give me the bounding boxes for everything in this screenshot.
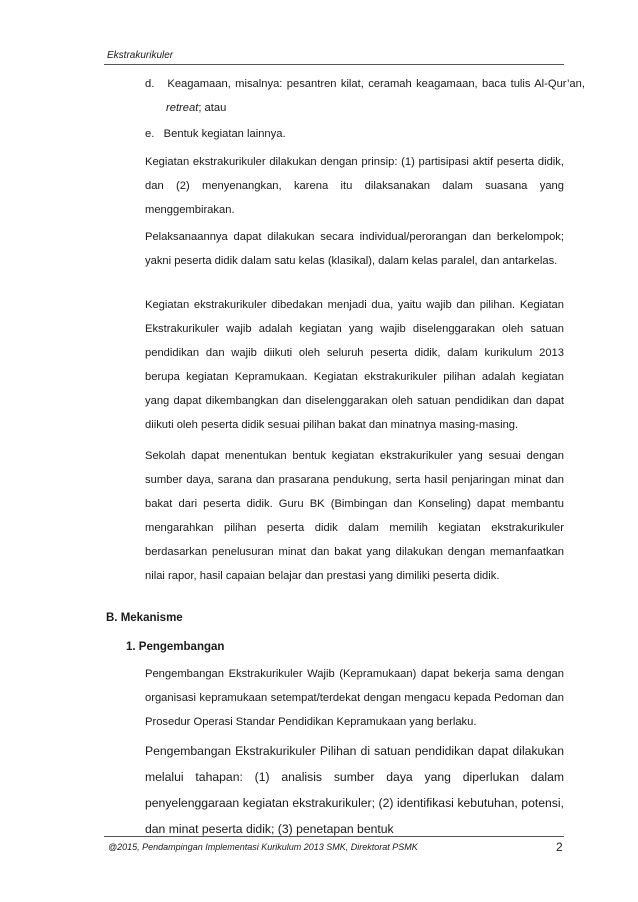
paragraph-dev-pilihan: Pengembangan Ekstrakurikuler Pilihan di satuan pendidikan dapat dilakukan melalui tahapan: (1) analisis sumber daya yang diperlukan dalam penyelenggaraan kegiatan ekstrakurikuler; (2) identifikasi kebutuhan, potensi, dan minat peserta didik; (3) penetapan bentuk: [145, 744, 564, 836]
paragraph-principles: Kegiatan ekstrakurikuler dilakukan dengan prinsip: (1) partisipasi aktif peserta didik, dan (2) menyenangkan, karena itu dilaksanakan dalam suasana yang menggembirakan.: [145, 156, 564, 216]
list-marker: d.: [145, 78, 155, 90]
running-header: Ekstrakurikuler: [107, 50, 174, 61]
list-marker: e.: [145, 128, 155, 140]
paragraph-school-choice: Sekolah dapat menentukan bentuk kegiatan ekstrakurikuler yang sesuai dengan sumber daya, sarana dan prasarana pendukung, serta hasil penjaringan minat dan bakat dari peserta didik. Guru BK (Bimbingan dan Konseling) dapat membantu mengarahkan pilihan peserta didik dalam memilih kegiatan ekstrakurikuler berdasarkan penelusuran minat dan bakat yang dilakukan dengan memanfaatkan nilai rapor, hasil capaian belajar dan prestasi yang dimiliki peserta didik.: [145, 450, 564, 582]
list-item-d: [145, 72, 585, 120]
list-item-e: [145, 122, 585, 146]
header-divider: [104, 64, 564, 65]
paragraph-implementation: Pelaksanaannya dapat dilakukan secara individual/perorangan dan berkelompok; yakni peserta didik dalam satu kelas (klasikal), dalam kelas paralel, dan antarkelas.: [145, 231, 564, 267]
page-number: 2: [556, 840, 563, 854]
list-text: Keagamaan, misalnya: pesantren kilat, ceramah keagamaan, baca tulis Al-Qur’an,: [167, 78, 585, 90]
subsection-heading-1: 1. Pengembangan: [126, 641, 225, 653]
footer-credit: @2015, Pendampingan Implementasi Kurikulum 2013 SMK, Direktorat PSMK: [108, 842, 418, 852]
list-text-tail: ; atau: [198, 102, 227, 114]
list-text-italic: retreat: [166, 102, 199, 114]
footer-divider: [104, 836, 564, 837]
section-heading-b: B. Mekanisme: [106, 612, 183, 624]
paragraph-types: Kegiatan ekstrakurikuler dibedakan menjadi dua, yaitu wajib dan pilihan. Kegiatan Ekstrakurikuler wajib adalah kegiatan yang wajib diselenggarakan oleh satuan pendidikan dan wajib diikuti oleh seluruh peserta didik, dalam kurikulum 2013 berupa kegiatan Kepramukaan. Kegiatan ekstrakurikuler pilihan adalah kegiatan yang dapat dikembangkan dan diselenggarakan oleh satuan pendidikan dan dapat diikuti oleh peserta didik sesuai pilihan bakat dan minatnya masing-masing.: [145, 299, 564, 431]
paragraph-dev-wajib: Pengembangan Ekstrakurikuler Wajib (Kepramukaan) dapat bekerja sama dengan organisasi kepramukaan setempat/terdekat dengan mengacu kepada Pedoman dan Prosedur Operasi Standar Pendidikan Kepramukaan yang berlaku.: [145, 668, 564, 728]
list-text: Bentuk kegiatan lainnya.: [163, 128, 286, 140]
